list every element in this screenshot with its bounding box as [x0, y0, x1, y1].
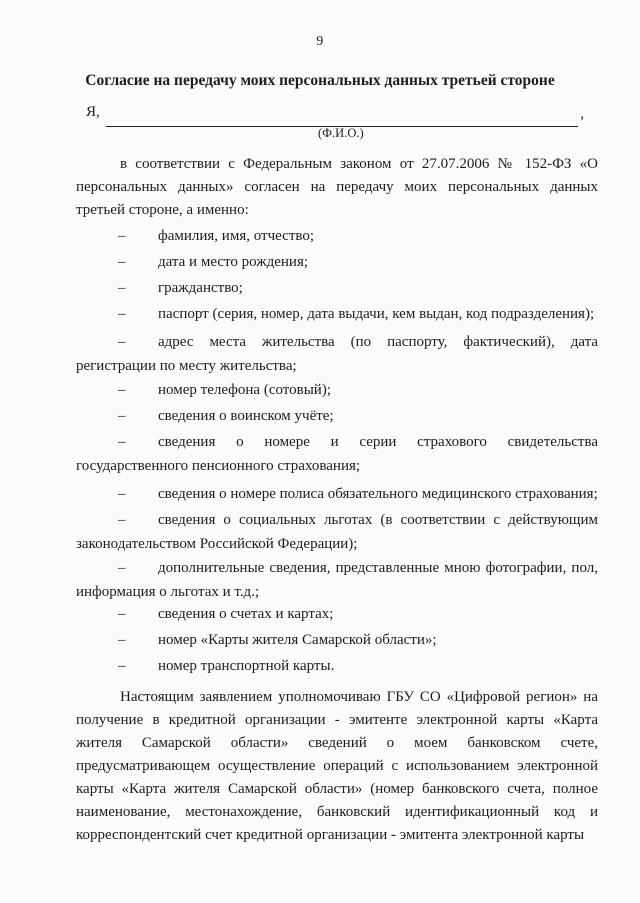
dash-marker [76, 378, 158, 402]
list-item-text: сведения о воинском учёте; [158, 408, 334, 424]
list-item [76, 330, 598, 378]
fio-trailing-comma: , [580, 106, 584, 122]
list-item-text: номер транспортной карты. [158, 658, 335, 674]
dash-marker [76, 628, 158, 652]
list-item [76, 404, 598, 428]
dash-marker [76, 482, 158, 506]
list-item [76, 378, 598, 402]
list-item [76, 654, 598, 678]
list-item-text: фамилия, имя, отчество; [158, 228, 315, 244]
list-item-text: сведения о номере и серии страхового свидетельства государственного пенсионного страхования; [76, 434, 598, 474]
dash-marker [76, 276, 158, 300]
list-item-text: сведения о номере полиса обязательного медицинского страхования; [158, 486, 598, 502]
dash-marker [76, 430, 158, 454]
list-item [76, 556, 598, 604]
intro-text: в соответствии с Федеральным законом от 27.07.2006 № 152-ФЗ «О персональных данных» согласен на передачу моих персональных данных третьей стороне, а именно: [76, 156, 598, 218]
list-item-text: дополнительные сведения, представленные мною фотографии, пол, информация о льготах и т.д.; [76, 560, 598, 600]
fio-field [86, 104, 596, 128]
fio-prefix: Я, [86, 104, 100, 120]
dash-marker [76, 224, 158, 248]
dash-marker [76, 330, 158, 354]
list-item [76, 302, 598, 326]
list-item-text: сведения о социальных льготах (в соответствии с действующим законодательством Российской Федерации); [76, 512, 598, 552]
list-item [76, 276, 598, 300]
list-item-text: адрес места жительства (по паспорту, фактический), дата регистрации по месту жительства; [76, 334, 598, 374]
list-item-text: дата и место рождения; [158, 254, 309, 270]
closing-text: Настоящим заявлением уполномочиваю ГБУ СО «Цифровой регион» на получение в кредитной организации - эмитенте электронной карты «Карта жителя Самарской области» сведений о моем банковском счете, предусматривающем осуществление операций с использованием электронной карты «Карта жителя Самарской области» (номер банковского счета, полное наименование, местонахождение, банковский идентификационный код и корреспондентский счет кредитной организации - эмитента электронной карты [76, 689, 598, 843]
closing-paragraph [76, 686, 598, 847]
list-item [76, 482, 598, 506]
intro-paragraph [76, 153, 598, 222]
fio-caption: (Ф.И.О.) [318, 126, 364, 140]
list-item-text: сведения о счетах и картах; [158, 606, 334, 622]
list-item-text: гражданство; [158, 280, 243, 296]
page-number: 9 [316, 34, 324, 49]
dash-marker [76, 302, 158, 326]
dash-marker [76, 250, 158, 274]
list-item-text: номер телефона (сотовый); [158, 382, 331, 398]
dash-marker [76, 556, 158, 580]
dash-marker [76, 508, 158, 532]
list-item [76, 602, 598, 626]
list-item [76, 430, 598, 478]
list-item [76, 508, 598, 556]
dash-marker [76, 602, 158, 626]
dash-marker [76, 654, 158, 678]
list-item [76, 250, 598, 274]
document-title: Согласие на передачу моих персональных данных третьей стороне [85, 72, 555, 89]
list-item [76, 224, 598, 248]
dash-marker [76, 404, 158, 428]
list-item-text: номер «Карты жителя Самарской области»; [158, 632, 437, 648]
list-item-text: паспорт (серия, номер, дата выдачи, кем выдан, код подразделения); [158, 306, 595, 322]
list-item [76, 628, 598, 652]
